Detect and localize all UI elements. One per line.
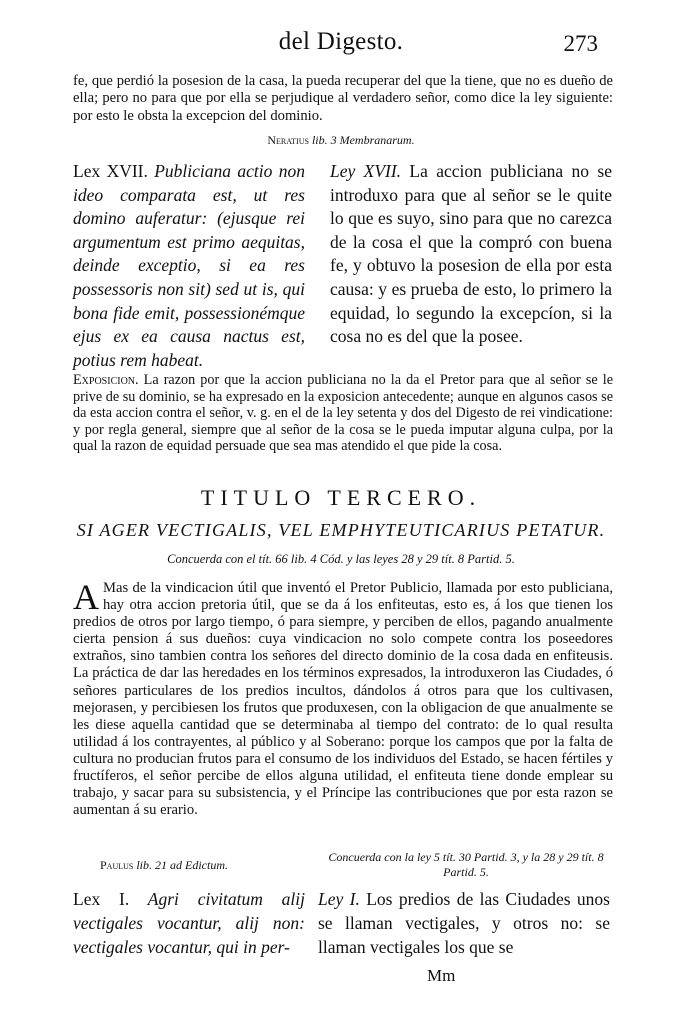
drop-cap: A [73, 577, 99, 617]
main-body-paragraph [73, 577, 613, 819]
ley-17-spanish-text: La accion publiciana no se introduxo para que al señor se le quite lo que es suyo, sino para que no carezca de la cosa el que la compró con buena fe, y obtuvo la posesion de ella por esta causa: y es prueba de esto, lo primero la equidad, lo segundo la excepcíon, si la cosa no es del que la posee. [330, 161, 612, 347]
title-heading: TITULO TERCERO. [200, 485, 482, 510]
concordance-note: Concuerda con el tít. 66 lib. 4 Cód. y las leyes 28 y 29 tít. 8 Partid. 5. [167, 552, 515, 566]
ley-1-spanish-text: Los predios de las Ciudades unos se llaman vectigales, y otros no: se llaman vectigales los que se [318, 889, 610, 957]
running-header-title: del Digesto. [278, 28, 404, 55]
ley-1-spanish [318, 888, 610, 959]
page-number: 273 [563, 31, 598, 56]
citation-neratius [0, 133, 682, 148]
title-subtitle: SI AGER VECTIGALIS, VEL EMPHYTEUTICARIUS PETATUR. [76, 520, 606, 540]
citation-work: lib. 3 Membranarum. [311, 133, 415, 147]
lex-17-latin-text: Publiciana actio non ideo comparata est, ut res domino auferatur: (ejusque rei argumentum est primo aequitas, deinde exceptio, si ea res possessoris non sit) sed ut is, qui bona fide emit, possessionémque ejus ex ea causa nactus est, potius rem habeat. [73, 161, 305, 370]
citation-paulus-author: Paulus [100, 858, 134, 872]
ley-17-spanish [330, 160, 612, 349]
intro-paragraph: fe, que perdió la posesion de la casa, la pueda recuperar del que la tiene, que no es dueño de ella; pero no para que por ella se perjudique al verdadero señor, como dice la ley siguiente: por esto le obsta la excepcion del dominio. [73, 73, 613, 124]
catchword: Mm [427, 966, 456, 985]
lex-1-latin [73, 888, 305, 959]
citation-paulus [100, 858, 228, 873]
citation-author: Neratius [267, 133, 309, 147]
exposicion-paragraph [73, 372, 613, 455]
exposicion-label: Exposicion. [73, 372, 139, 388]
citation-paulus-work: lib. 21 ad Edictum. [136, 858, 229, 872]
ley-1-spanish-label: Ley I. [318, 889, 360, 909]
lex-1-latin-label: Lex I. [73, 889, 130, 909]
lex-1-latin-text: Agri civitatum alij vectigales vocantur, alij non: vectigales vocantur, qui in per- [73, 889, 305, 957]
main-body-text: Mas de la vindicacion útil que inventó el Pretor Publicio, llamada por esto publiciana, hay otra accion pretoria útil, que se da á los enfiteutas, esto es, á los que tienen los predios de otros por largo tiempo, ó para siempre, y perciben de ellos, pagando anualmente cierta pension á sus dueños: cuya vindicacion no solo compete contra los poseedores extraños, sino tambien contra los señores del directo dominio de la cosa dada en enfiteusis. La práctica de dar las heredades en los términos expresados, la introduxeron las Ciudades, ó señores particulares de los predios incultos, dándolos á otros para que los cultivasen, mejorasen, y percibiesen los frutos que produxesen, con la obligacion de que anualmente se les diese aquella cantidad que se determinaba al tiempo del contrato: de lo qual resulta utilidad á los contrayentes, al público y al Soberano: porque los campos que por la falta de cultura no producian frutos para el consumo de los individuos del Estado, se hacen fértiles y fructíferos, el señor percibe de ellos alguna utilidad, el enfiteuta tiene donde emplear su trabajo, y sacar para su subsistencia, y el Príncipe las contribuciones que por esta razon se aumentan á su erario. [73, 580, 613, 819]
concordance-note-2: Concuerda con la ley 5 tít. 30 Partid. 3, y la 28 y 29 tít. 8 Partid. 5. [328, 850, 604, 879]
ley-17-spanish-label: Ley XVII. [330, 161, 402, 181]
exposicion-text: La razon por que la accion publiciana no la da el Pretor para que al señor se le prive de su dominio, se ha expresado en la exposicion antecedente; aunque en algunos casos se da esta accion contra el señor, v. g. en el de la ley setenta y dos del Digesto de rei vindicatione: y por regla general, siempre que al señor de la cosa se le pueda imputar alguna culpa, por la qual la razon de equidad persuade que sea mas atendido el que pide la cosa. [73, 372, 614, 455]
lex-17-latin-label: Lex XVII. [73, 161, 148, 181]
lex-17-latin [73, 160, 305, 372]
